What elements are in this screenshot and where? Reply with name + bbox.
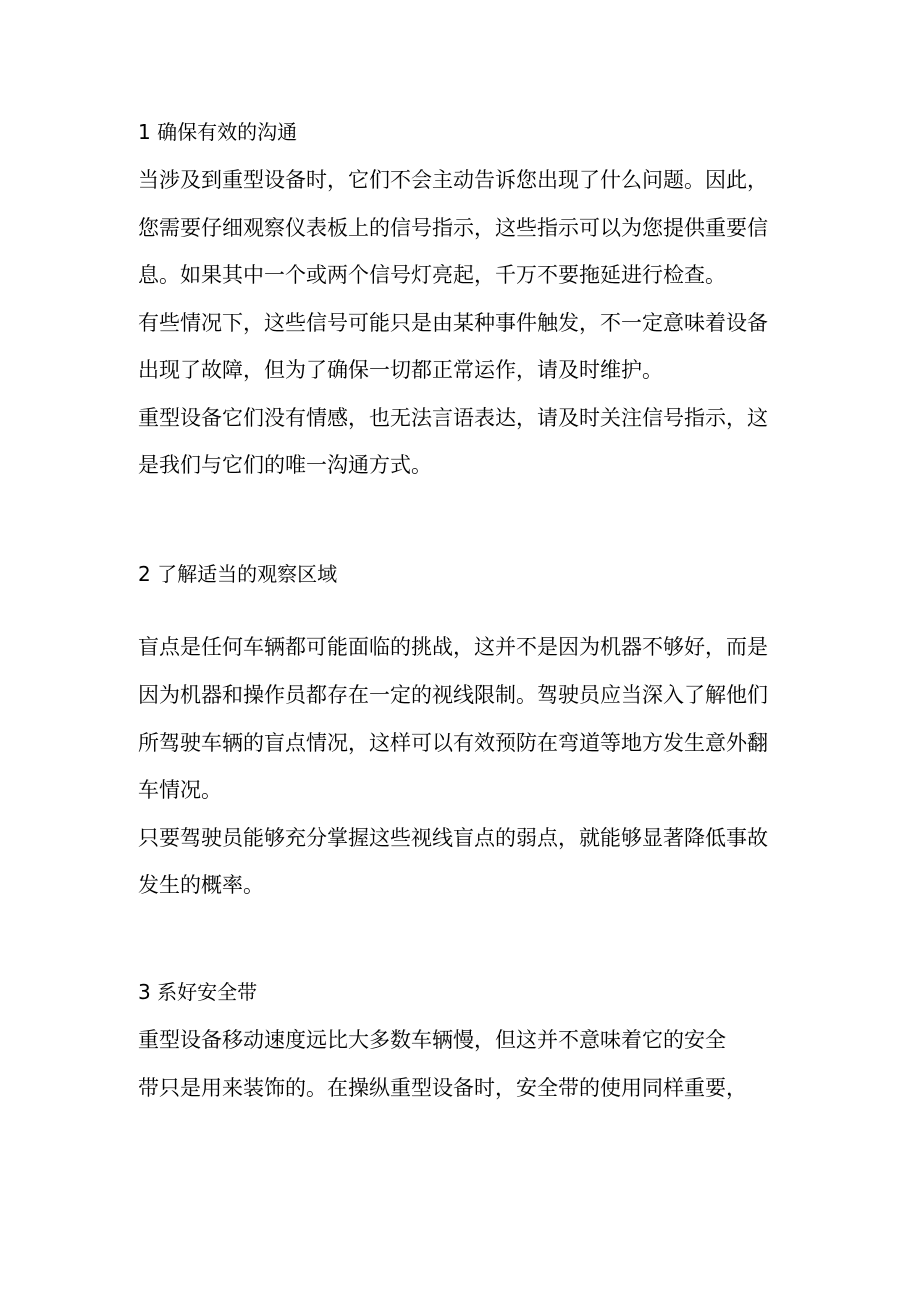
section-3-line-1: 重型设备移动速度远比大多数车辆慢，但这并不意味着它的安全	[138, 1028, 726, 1052]
section-1-line-2: 您需要仔细观察仪表板上的信号指示，这些指示可以为您提供重要信	[138, 216, 768, 240]
section-2-line-4: 车情况。	[138, 778, 222, 802]
section-2-line-1: 盲点是任何车辆都可能面临的挑战，这并不是因为机器不够好，而是	[138, 635, 768, 659]
section-2-line-2: 因为机器和操作员都存在一定的视线限制。驾驶员应当深入了解他们	[138, 683, 768, 707]
section-2-line-3: 所驾驶车辆的盲点情况，这样可以有效预防在弯道等地方发生意外翻	[138, 731, 768, 755]
section-1-line-6: 重型设备它们没有情感，也无法言语表达，请及时关注信号指示，这	[138, 406, 768, 430]
section-3-heading: 3 系好安全带	[138, 980, 258, 1004]
section-1-line-3: 息。如果其中一个或两个信号灯亮起，千万不要拖延进行检查。	[138, 263, 726, 287]
section-2-line-5: 只要驾驶员能够充分掌握这些视线盲点的弱点，就能够显著降低事故	[138, 826, 768, 850]
section-2-heading: 2 了解适当的观察区域	[138, 562, 338, 586]
section-1-line-7: 是我们与它们的唯一沟通方式。	[138, 453, 432, 477]
section-1-line-5: 出现了故障，但为了确保一切都正常运作，请及时维护。	[138, 358, 663, 382]
section-1-line-4: 有些情况下，这些信号可能只是由某种事件触发，不一定意味着设备	[138, 311, 768, 335]
section-2-line-6: 发生的概率。	[138, 873, 264, 897]
section-1-heading: 1 确保有效的沟通	[138, 120, 298, 144]
section-3-line-2: 带只是用来装饰的。在操纵重型设备时，安全带的使用同样重要，	[138, 1076, 747, 1100]
section-1-line-1: 当涉及到重型设备时，它们不会主动告诉您出现了什么问题。因此，	[138, 168, 768, 192]
